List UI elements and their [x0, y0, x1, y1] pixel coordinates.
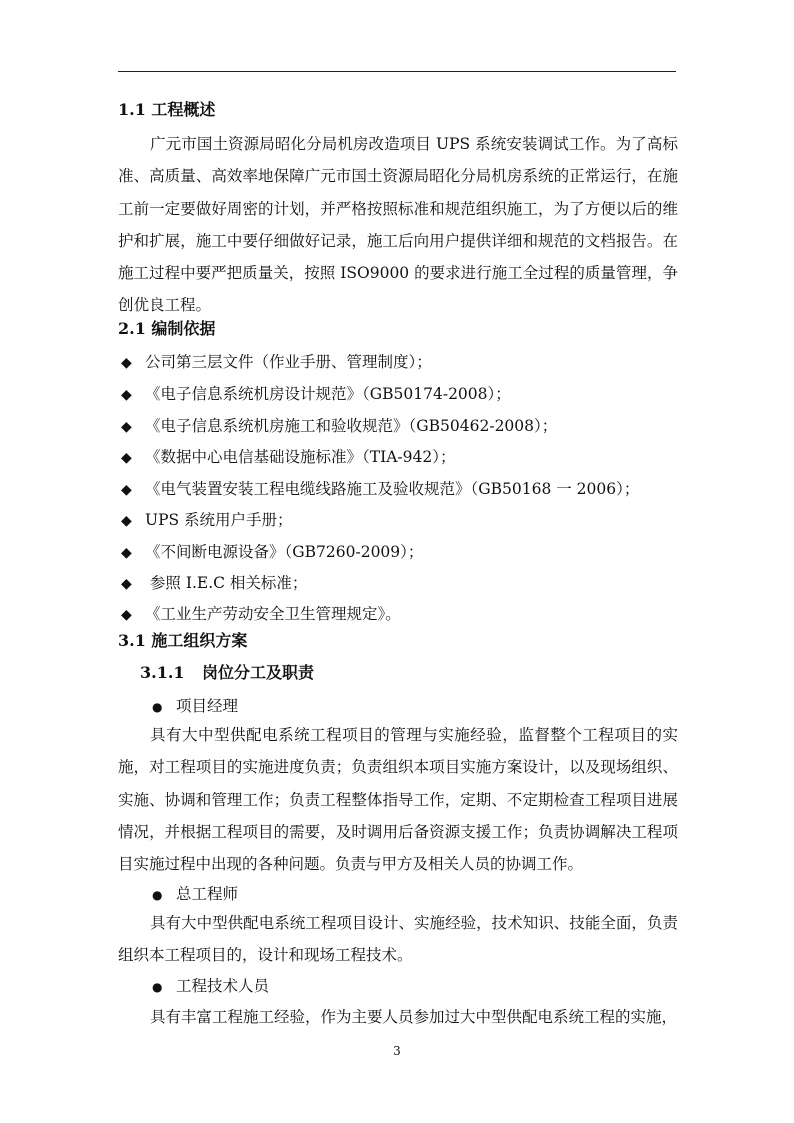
- list-item: ◆ 公司第三层文件（作业手册、管理制度）；: [121, 353, 432, 371]
- list-item: ◆ 《工业生产劳动安全卫生管理规定》。: [121, 605, 401, 623]
- subsection-heading: [140, 660, 314, 683]
- overview-paragraph: 广元市国土资源局昭化分局机房改造项目 UPS 系统安装调试工作。为了高标准、高质量、高效率地保障广元市国土资源局昭化分局机房系统的正常运行，在施工前一定要做好周密的计划，并严格按照标准和规范组织施工，为了方便以后的维护和扩展，施工中要仔细做好记录，施工后向用户提供详细和规范的文档报告。在施工过程中要严把质量关，按照 ISO9000 的要求进行施工全过程的质量管理，争创优良工程。: [118, 135, 678, 315]
- bullet-dot-icon: ●: [152, 700, 163, 714]
- diamond-bullet-icon: ◆: [121, 482, 132, 498]
- list-item: ◆ 《电气装置安装工程电缆线路施工及验收规范》（GB50168 一 2006）；: [121, 480, 640, 498]
- list-item: ◆ 《不间断电源设备》（GB7260-2009）；: [121, 543, 424, 561]
- section-heading-organization: 3.1 施工组织方案: [118, 631, 248, 650]
- diamond-bullet-icon: ◆: [121, 387, 132, 403]
- role-description: 具有大中型供配电系统工程项目的管理与实施经验，监督整个工程项目的实施，对工程项目的实施进度负责；负责组织本项目实施方案设计，以及现场组织、实施、协调和管理工作；负责工程整体指导工作，定期、不定期检查工程项目进展情况，并根据工程项目的需要，及时调用后备资源支援工作；负责协调解决工程项目实施过程中出现的各种问题。负责与甲方及相关人员的协调工作。: [118, 726, 678, 874]
- list-item: ◆ 参照 I.E.C 相关标准；: [121, 574, 308, 592]
- list-item: ◆ UPS 系统用户手册；: [121, 511, 293, 529]
- page-number: 3: [393, 1044, 401, 1058]
- role-title: ● 工程技术人员: [152, 977, 270, 995]
- diamond-bullet-icon: ◆: [121, 607, 132, 623]
- list-item: ◆ 《电子信息系统机房施工和验收规范》（GB50462-2008）；: [121, 417, 558, 435]
- header-rule: [118, 71, 676, 72]
- diamond-bullet-icon: ◆: [121, 355, 132, 371]
- diamond-bullet-icon: ◆: [121, 450, 132, 466]
- diamond-bullet-icon: ◆: [121, 576, 132, 592]
- diamond-bullet-icon: ◆: [121, 513, 132, 529]
- list-item: ◆ 《电子信息系统机房设计规范》（GB50174-2008）；: [121, 385, 511, 403]
- role-description: 具有丰富工程施工经验，作为主要人员参加过大中型供配电系统工程的实施，: [150, 1008, 678, 1026]
- diamond-bullet-icon: ◆: [121, 545, 132, 561]
- subsection-number: 3.1.1: [140, 663, 185, 682]
- list-item: ◆ 《数据中心电信基础设施标准》（TIA-942）；: [121, 448, 456, 466]
- role-title: ● 总工程师: [152, 885, 239, 903]
- bullet-dot-icon: ●: [152, 888, 163, 902]
- diamond-bullet-icon: ◆: [121, 419, 132, 435]
- section-heading-overview: 1.1 工程概述: [118, 100, 216, 119]
- role-description: 具有大中型供配电系统工程项目设计、实施经验，技术知识、技能全面，负责组织本工程项目的，设计和现场工程技术。: [118, 914, 678, 965]
- bullet-dot-icon: ●: [152, 980, 163, 994]
- subsection-title: 岗位分工及职责: [202, 663, 315, 682]
- section-heading-basis: 2.1 编制依据: [118, 319, 216, 338]
- role-title: ● 项目经理: [152, 697, 239, 715]
